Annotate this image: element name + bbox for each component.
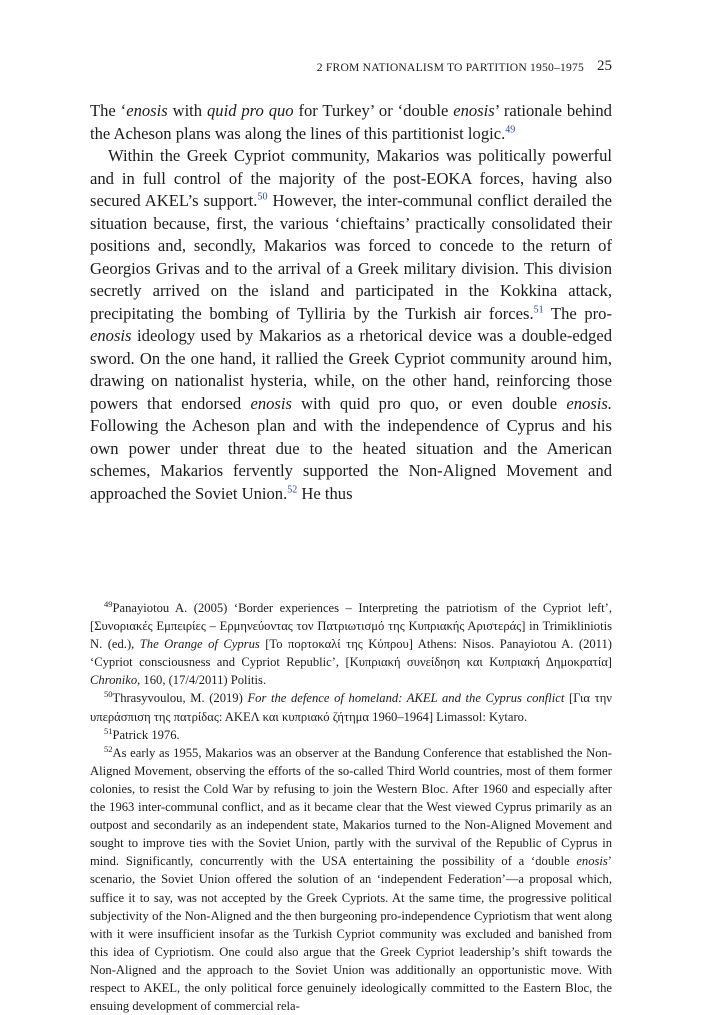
footnotes <box>90 599 612 1015</box>
text-run: He thus <box>297 483 353 503</box>
text-run: [Για την υπεράσπιση της πατρίδας: ΑΚΕΛ και κυπριακό ζήτημα 1960–1964] Limassol: Kytaro. <box>90 691 612 724</box>
italic-run: enosis <box>90 326 132 345</box>
footnote-50 <box>90 689 612 725</box>
italic-run: For the defence of homeland: AKEL and the Cyprus conflict <box>247 691 565 706</box>
paragraph-2 <box>90 145 612 505</box>
text-run: ’ scenario, the Soviet Union offered the solution of an ‘independent Federation’—a proposal which, suffice it to say, was not accepted by the Greek Cypriots. At the same time, the progressive political subjectivity of the Non-Aligned and the then burgeoning pro-independence Cypriotism that went along with it were insufficient insofar as the Turkish Cypriot community was excluded and banished from this idea of Cypriotism. One could also argue that the Greek Cypriot leadership’s shift towards the Non-Aligned and the approach to the Soviet Union was additionally an opportunistic move. With respect to AKEL, the only political force genuinely ideologically committed to the Eastern Bloc, the ensuing development of commercial rela- <box>90 854 612 1014</box>
text-run: However, the inter-communal conflict derailed the situation because, first, the various ‘chieftains’ practically consolidated their positions and, secondly, Makarios was forced to concede to the return of Georgios Grivas and to the arrival of a Greek military division. This division secretly arrived on the island and participated in the Kokkina attack, precipitating the bombing of Tylliria by the Turkish air forces. <box>90 191 612 323</box>
footnote-ref-52[interactable]: 52 <box>287 483 298 495</box>
italic-run: The Orange of Cyprus <box>139 637 260 652</box>
chapter-title: 2 FROM NATIONALISM TO PARTITION 1950–1975 <box>316 61 584 74</box>
text-run: Thrasyvoulou, M. (2019) <box>112 691 248 706</box>
text-run: with <box>167 101 207 120</box>
footnote-number: 51 <box>104 725 113 736</box>
italic-run: enosis <box>453 101 495 120</box>
italic-run: enosis. <box>566 393 612 413</box>
text-run: for Turkey’ or ‘double <box>293 101 454 120</box>
footnote-ref-49[interactable]: 49 <box>505 123 516 135</box>
text-run: Within the Greek Cypriot community, Makarios was politically powerful and in full control of the majority of the post-EOKA forces, having also secured AKEL’s support. <box>90 146 612 210</box>
italic-run: enosis <box>576 854 608 869</box>
running-head <box>90 58 612 80</box>
text-run: with quid pro quo, or even double <box>291 393 567 413</box>
text-run: ’ rationale behind the Acheson plans was along the lines of this partitionist logic. <box>90 101 612 143</box>
page-number: 25 <box>597 58 612 74</box>
text-run: The ‘ <box>90 101 127 120</box>
text-run: [Το πορτοκαλί της Κύπρου] Athens: Nisos. Panayiotou A. (2011) ‘Cypriot consciousness and Cypriot Republic’, [Κυπριακή συνείδηση και Κυπριακή Δημοκρατία] <box>90 637 612 670</box>
footnote-ref-50[interactable]: 50 <box>257 191 268 203</box>
paragraph-1 <box>90 100 612 145</box>
italic-run: quid pro quo <box>206 101 294 120</box>
text-run: Panayiotou A. (2005) ‘Border experiences – Interpreting the patriotism of the Cypriot left’, [Συνοριακές Εμπειρίες – Ερμηνεύοντας τον Πατριωτισμό της Κυπριακής Αριστεράς] in Trimikliniotis N. (ed.), <box>90 601 612 652</box>
footnote-51 <box>90 726 612 744</box>
footnote-number: 49 <box>104 598 113 609</box>
italic-run: Chroniko <box>90 673 138 688</box>
italic-run: enosis <box>250 393 292 413</box>
footnote-52 <box>90 744 612 1015</box>
footnote-number: 50 <box>104 689 113 700</box>
text-run: Following the Acheson plan and with the independence of Cyprus and his own power under threat due to the heated situation and the American schemes, Makarios fervently supported the Non-Aligned Movement and approached the Soviet Union. <box>90 416 612 503</box>
body-text <box>90 100 612 505</box>
footnote-ref-51[interactable]: 51 <box>533 303 544 315</box>
text-run: As early as 1955, Makarios was an observer at the Bandung Conference that established the Non-Aligned Movement, observing the efforts of the so-called Third World countries, most of them former colonies, to resist the Cold War by refusing to join the Western Bloc. After 1960 and especially after the 1963 inter-communal conflict, and as it became clear that the West viewed Cyprus primarily as an outpost and secondarily as an independent state, Makarios turned to the Non-Aligned Movement and sought to improve ties with the Soviet Union, partly with the survival of the Republic of Cyprus in mind. Significantly, concurrently with the USA entertaining the possibility of a ‘double <box>90 745 612 869</box>
footnote-number: 52 <box>104 743 113 754</box>
italic-run: enosis <box>126 101 168 120</box>
footnote-49 <box>90 599 612 689</box>
text-run: The pro- <box>543 303 612 323</box>
text-run: , 160, (17/4/2011) Politis. <box>137 673 267 688</box>
text-run: Patrick 1976. <box>112 727 180 742</box>
text-run: ideology used by Makarios as a rhetorical device was a double-edged sword. On the one hand, it rallied the Greek Cypriot community around him, drawing on nationalist hysteria, while, on the other hand, reinforcing those powers that endorsed <box>90 326 612 413</box>
